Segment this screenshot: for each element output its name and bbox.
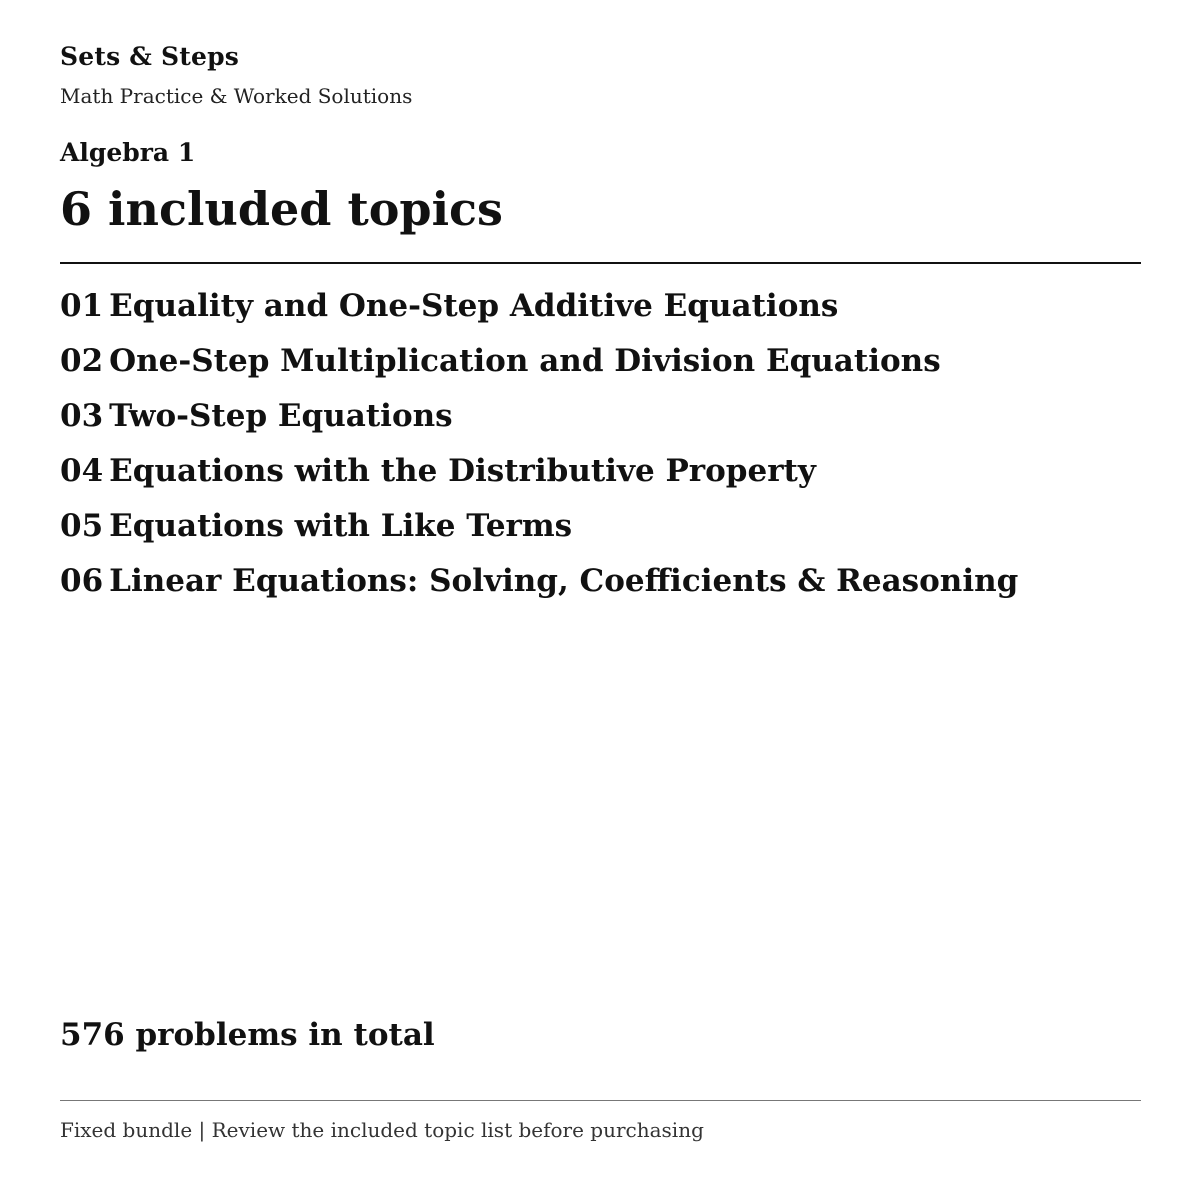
topic-item-01 [60, 279, 1018, 334]
topic-item-04 [60, 444, 1018, 499]
page-title: 6 included topics [60, 182, 503, 236]
bundle-page [60, 0, 1141, 1200]
topic-number: 04 [60, 453, 104, 489]
topic-number: 01 [60, 288, 104, 324]
course-name: Algebra 1 [60, 138, 196, 167]
topic-item-05 [60, 499, 1018, 554]
topic-title: Two-Step Equations [109, 398, 453, 434]
topic-number: 06 [60, 563, 104, 599]
problem-total: 576 problems in total [60, 1017, 435, 1053]
footer-divider [60, 1100, 1141, 1101]
topic-number: 02 [60, 343, 104, 379]
brand-name: Sets & Steps [60, 42, 240, 71]
topic-number: 03 [60, 398, 104, 434]
brand-tagline: Math Practice & Worked Solutions [60, 84, 413, 108]
topic-list [60, 279, 1018, 609]
topic-title: Equality and One-Step Additive Equations [109, 288, 839, 324]
footer-note: Fixed bundle | Review the included topic list before purchasing [60, 1118, 704, 1142]
topic-item-06 [60, 554, 1018, 609]
topic-number: 05 [60, 508, 104, 544]
topic-item-03 [60, 389, 1018, 444]
topic-title: Linear Equations: Solving, Coefficients & Reasoning [109, 563, 1019, 599]
topic-title: Equations with Like Terms [109, 508, 573, 544]
topic-title: Equations with the Distributive Property [109, 453, 816, 489]
topic-title: One-Step Multiplication and Division Equations [109, 343, 941, 379]
topic-item-02 [60, 334, 1018, 389]
header-divider [60, 262, 1141, 264]
